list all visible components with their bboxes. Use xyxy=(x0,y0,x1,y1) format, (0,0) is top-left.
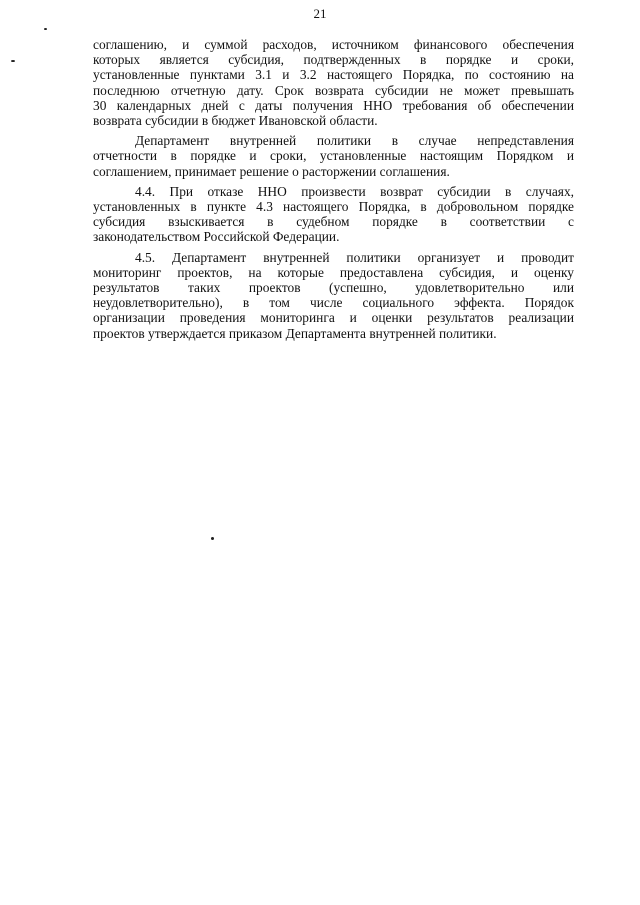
document-body xyxy=(93,37,574,341)
scan-speck xyxy=(44,28,47,30)
text-line: возврата субсидии в бюджет Ивановской области. xyxy=(93,113,378,129)
paragraph-4-5 xyxy=(93,250,574,341)
text-line: 30 календарных дней с даты получения ННО требования об обеспечении xyxy=(93,97,574,113)
text-line: 4.5. Департамент внутренней политики организует и проводит xyxy=(135,249,574,265)
text-line: законодательством Российской Федерации. xyxy=(93,229,340,245)
text-line: субсидия взыскивается в судебном порядке в соответствии с xyxy=(93,214,574,230)
text-line: проектов утверждается приказом Департамента внутренней политики. xyxy=(93,325,497,341)
text-line: результатов таких проектов (успешно, удовлетворительно или xyxy=(93,280,574,296)
text-line: мониторинг проектов, на которые предоставлена субсидия, и оценку xyxy=(93,264,574,280)
text-line: соглашением, принимает решение о расторжении соглашения. xyxy=(93,163,450,179)
text-line: последнюю отчетную дату. Срок возврата субсидии не может превышать xyxy=(93,82,574,98)
text-line: 4.4. При отказе ННО произвести возврат субсидии в случаях, xyxy=(135,183,574,199)
text-line: организации проведения мониторинга и оценки результатов реализации xyxy=(93,310,574,326)
text-line: неудовлетворительно), в том числе социального эффекта. Порядок xyxy=(93,295,574,311)
page-number: 21 xyxy=(313,6,327,21)
text-line: соглашению, и суммой расходов, источником финансового обеспечения xyxy=(93,37,574,52)
scan-speck xyxy=(211,537,214,540)
text-line: установленные пунктами 3.1 и 3.2 настоящего Порядка, по состоянию на xyxy=(93,67,574,83)
text-line: установленных в пункте 4.3 настоящего Порядка, в добровольном порядке xyxy=(93,199,574,215)
paragraph-subsidy-return xyxy=(93,37,574,128)
text-line: которых является субсидия, подтвержденных в порядке и сроки, xyxy=(93,52,574,68)
text-line: отчетности в порядке и сроки, установленные настоящим Порядком и xyxy=(93,148,574,164)
paragraph-4-4 xyxy=(93,184,574,245)
paragraph-agreement-termination xyxy=(93,133,574,179)
scan-speck xyxy=(11,60,15,62)
text-line: Департамент внутренней политики в случае непредставления xyxy=(135,133,574,149)
